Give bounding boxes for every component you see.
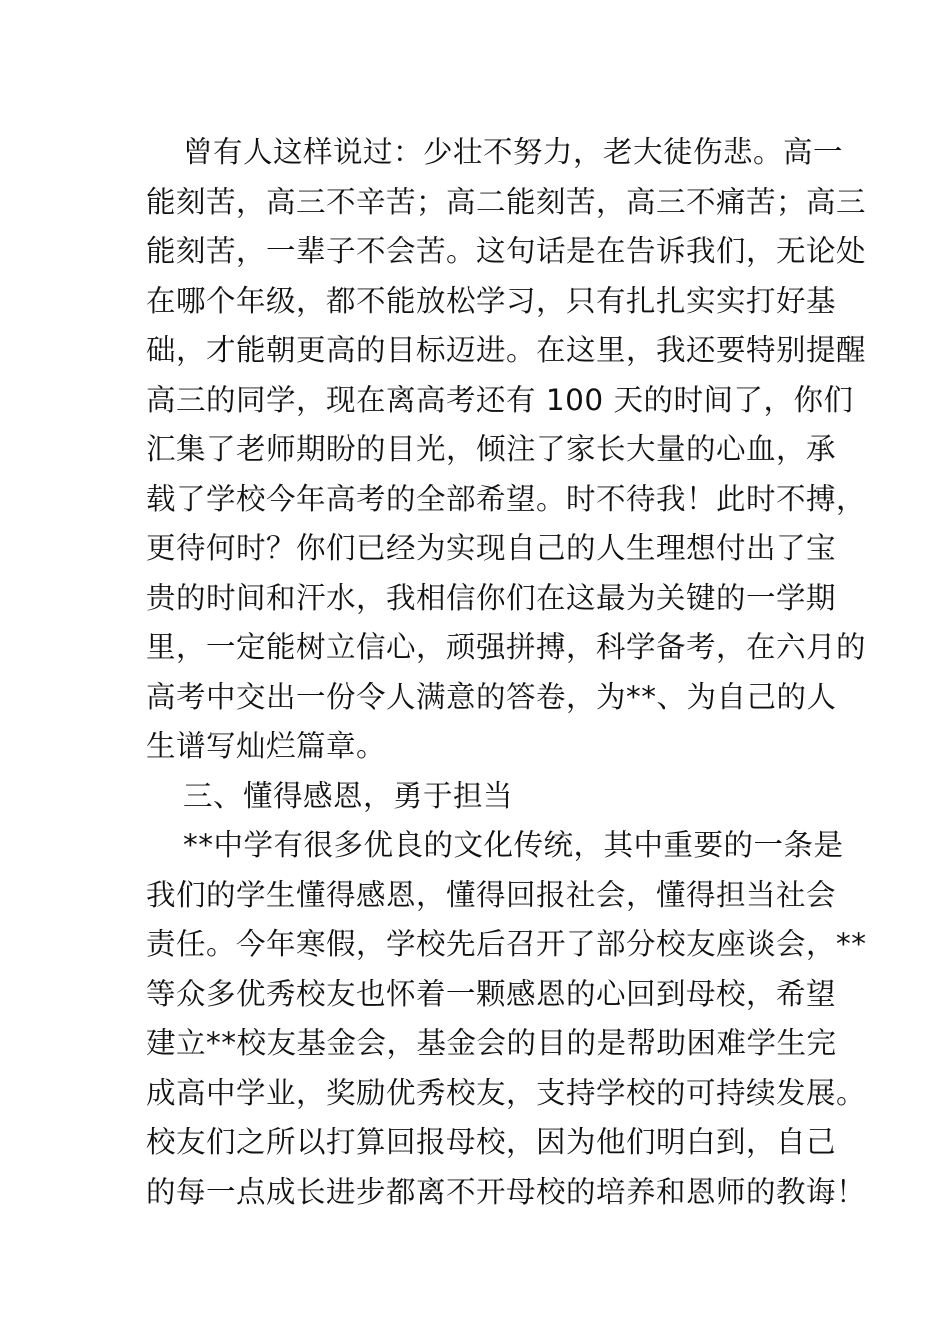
paragraph-line: 里，一定能树立信心，顽强拼搏，科学备考，在六月的	[146, 630, 867, 664]
paragraph-line: 在哪个年级，都不能放松学习，只有扎扎实实打好基	[146, 283, 837, 318]
paragraph-line: 成高中学业，奖励优秀校友，支持学校的可持续发展。	[146, 1075, 867, 1110]
paragraph-line: 能刻苦，一辈子不会苦。这句话是在告诉我们，无论处	[146, 234, 867, 268]
paragraph-line: 汇集了老师期盼的目光，倾注了家长大量的心血，承	[146, 432, 837, 466]
paragraph-line: 我们的学生懂得感恩，懂得回报社会，懂得担当社会	[146, 877, 837, 912]
paragraph-line: **中学有很多优良的文化传统，其中重要的一条是	[183, 828, 844, 862]
paragraph-line: 责任。今年寒假，学校先后召开了部分校友座谈会，**	[146, 927, 867, 961]
paragraph-line: 更待何时？你们已经为实现自己的人生理想付出了宝	[146, 531, 837, 565]
section-heading: 三、懂得感恩，勇于担当	[183, 778, 514, 813]
paragraph-line: 高三的同学，现在离高考还有 100 天的时间了，你们	[146, 382, 854, 417]
paragraph-line: 载了学校今年高考的全部希望。时不待我！此时不搏，	[146, 481, 867, 516]
paragraph-line: 高考中交出一份令人满意的答卷，为**、为自己的人	[146, 679, 837, 714]
paragraph-line: 等众多优秀校友也怀着一颗感恩的心回到母校，希望	[146, 976, 837, 1011]
paragraph-line: 能刻苦，高三不辛苦；高二能刻苦，高三不痛苦；高三	[146, 184, 867, 219]
paragraph-line: 础，才能朝更高的目标迈进。在这里，我还要特别提醒	[146, 333, 867, 367]
paragraph-line: 的每一点成长进步都离不开母校的培养和恩师的教诲！	[146, 1174, 867, 1209]
paragraph-line: 建立**校友基金会，基金会的目的是帮助困难学生完	[146, 1026, 837, 1060]
paragraph-line: 生谱写灿烂篇章。	[146, 729, 387, 763]
paragraph-line: 曾有人这样说过：少壮不努力，老大徒伤悲。高一	[183, 135, 844, 169]
paragraph-line: 校友们之所以打算回报母校，因为他们明白到，自己	[146, 1125, 837, 1159]
document-body	[146, 128, 867, 1217]
paragraph-line: 贵的时间和汗水，我相信你们在这最为关键的一学期	[146, 580, 837, 615]
